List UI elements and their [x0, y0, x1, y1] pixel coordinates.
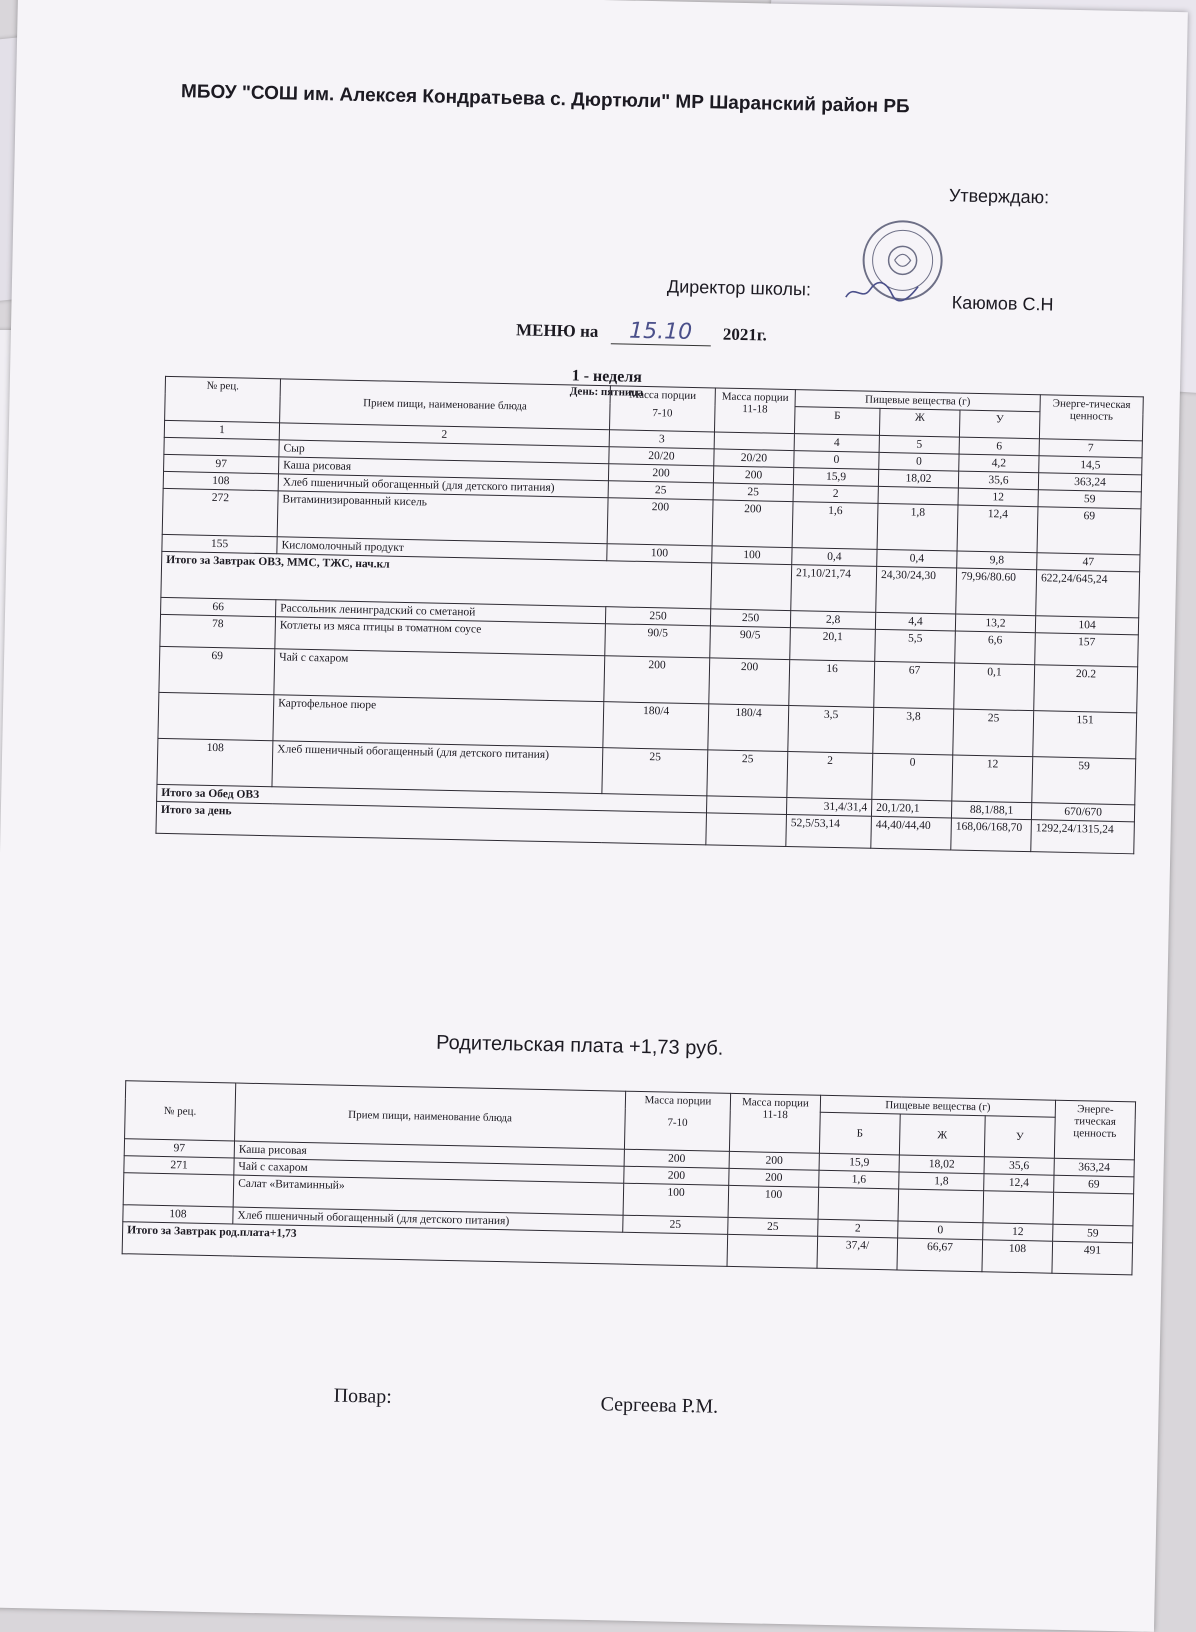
rec-cell: 69 [159, 646, 275, 694]
rec-cell [158, 692, 274, 740]
u-total-cell: 79,96/80.60 [956, 568, 1037, 616]
energy-cell: 69 [1037, 507, 1141, 555]
u-cell: 35,6 [958, 471, 1038, 490]
b-cell: 1,6 [819, 1170, 899, 1189]
mass-cell: 90/5 [710, 626, 791, 660]
u-cell: 6,6 [955, 631, 1036, 665]
dish-name-cell: Хлеб пшеничный обогащенный (для детского питания) [278, 474, 608, 498]
rec-cell: 108 [163, 471, 278, 490]
table-header-row [165, 376, 1143, 413]
rec-cell [123, 1173, 234, 1207]
mass-age: 7-10 [667, 1116, 688, 1130]
dish-name-cell: Чай с сахаром [234, 1158, 624, 1183]
rec-cell: 97 [124, 1139, 234, 1158]
zh-cell: 0 [879, 452, 959, 471]
mass-cell: 100 [623, 1183, 729, 1217]
nutrients-header: Пищевые вещества (г) [820, 1095, 1055, 1117]
u-cell: 4,2 [959, 454, 1039, 473]
u-cell [983, 1191, 1054, 1224]
mass-cell: 100 [607, 544, 712, 563]
mass-cell: 100 [712, 546, 792, 565]
zh-cell: 67 [874, 661, 955, 709]
b-cell: 16 [789, 660, 875, 708]
mass-cell: 25 [707, 750, 788, 798]
zh-cell [878, 486, 958, 505]
rec-cell: 78 [160, 614, 276, 648]
energy-cell: 59 [1038, 490, 1141, 509]
dish-name-cell: Каша рисовая [279, 457, 609, 481]
u-cell: 12 [952, 755, 1033, 803]
empty-cell [706, 796, 786, 815]
index-cell: 5 [879, 435, 959, 454]
energy-cell: 59 [1053, 1224, 1133, 1243]
director-name: Каюмов С.Н [951, 292, 1054, 315]
rec-cell: 108 [123, 1205, 233, 1224]
energy-total-cell: 622,24/645,24 [1036, 570, 1140, 618]
b-cell: 2 [787, 752, 873, 800]
energy-cell: 59 [1032, 757, 1136, 805]
mass-cell: 25 [608, 481, 713, 500]
b-total-cell: 31,4/31,4 [786, 798, 871, 817]
dish-name-cell: Каша рисовая [234, 1141, 624, 1166]
mass-cell: 200 [709, 658, 790, 706]
director-label: Директор школы: [666, 276, 812, 300]
energy-cell: 47 [1037, 553, 1140, 572]
b-cell [818, 1187, 899, 1221]
dish-name-cell: Хлеб пшеничный обогащенный (для детского питания) [272, 741, 603, 794]
cook-name: Сергеева Р.М. [600, 1393, 719, 1418]
parent-fee-label: Родительская плата +1,73 руб. [435, 1031, 724, 1060]
b-cell: 0 [794, 451, 879, 470]
mass-label: Масса порции [629, 388, 697, 403]
b-cell: 15,9 [793, 468, 878, 487]
b-total-cell: 52,5/53,14 [786, 815, 872, 849]
rec-cell: 272 [162, 488, 278, 536]
mass-cell: 180/4 [708, 704, 789, 752]
day-label: День: пятница [569, 385, 644, 399]
approve-label: Утверждаю: [948, 185, 1050, 208]
energy-cell [1053, 1192, 1134, 1226]
signature-icon [842, 275, 923, 307]
dish-name-cell: Картофельное пюре [273, 695, 604, 748]
b-cell: 3,5 [788, 706, 874, 754]
index-cell: 7 [1039, 439, 1142, 458]
table-header-row [125, 1081, 1135, 1119]
mass-cell: 200 [713, 466, 793, 485]
u-cell: 12,4 [984, 1174, 1054, 1192]
mass-cell: 100 [728, 1185, 819, 1219]
breakfast-total-label: Итого за Завтрак ОВЗ, ММС, ТЖС, нач.кл [161, 551, 712, 609]
mass-cell: 25 [602, 748, 708, 796]
menu-year: 2021г. [722, 324, 768, 345]
col-energy-header: Энерге-тическая ценность [1054, 1100, 1135, 1160]
energy-cell: 363,24 [1038, 473, 1141, 492]
lunch-total-label: Итого за Обед ОВЗ [157, 784, 707, 813]
dish-name-cell: Рассольник ленинградский со сметаной [276, 600, 606, 624]
index-cell: 1 [164, 420, 279, 439]
mass-cell: 20/20 [714, 449, 794, 468]
menu-date: 15.10 [610, 318, 711, 346]
index-cell [714, 432, 794, 451]
mass-cell: 200 [624, 1166, 729, 1185]
cook-label: Повар: [333, 1384, 392, 1408]
index-cell: 3 [609, 430, 714, 449]
dish-name-cell: Сыр [279, 440, 609, 464]
energy-total-cell: 670/670 [1031, 803, 1134, 822]
zh-cell: 0 [872, 753, 953, 801]
b-cell: 2,8 [790, 611, 875, 630]
mass-cell: 25 [728, 1217, 818, 1236]
empty-cell [711, 563, 792, 611]
col-mass-7-10-header [624, 1091, 730, 1151]
zh-total-cell: 20,1/20,1 [871, 799, 951, 818]
school-title: МБОУ "СОШ им. Алексея Кондратьева с. Дюртюли" МР Шаранский район РБ [180, 81, 910, 118]
index-cell: 4 [794, 434, 879, 453]
zh-cell: 1,8 [899, 1172, 984, 1191]
u-cell: 12,4 [957, 505, 1038, 553]
dish-name-cell: Котлеты из мяса птицы в томатном соусе [275, 617, 606, 656]
energy-cell: 69 [1054, 1175, 1134, 1194]
dish-name-cell: Хлеб пшеничный обогащенный (для детского питания) [233, 1207, 623, 1232]
menu-title [516, 316, 767, 347]
zh-cell [898, 1189, 984, 1223]
col-rec-header: № рец. [125, 1081, 236, 1141]
zh-cell: 18,02 [878, 469, 958, 488]
zh-cell: 3,8 [873, 707, 954, 755]
nutrients-header: Пищевые вещества (г) [795, 390, 1040, 412]
u-cell: 9,8 [957, 551, 1037, 570]
zh-cell: 1,8 [877, 503, 958, 551]
b-cell: 2 [818, 1219, 898, 1238]
col-mass-11-18-header: Масса порции 11-18 [729, 1093, 820, 1153]
zh-cell: 4,4 [875, 612, 955, 631]
col-mass-11-18-header: Масса порции 11-18 [714, 388, 795, 434]
energy-total-cell: 1292,24/1315,24 [1031, 820, 1135, 854]
rec-cell: 97 [164, 454, 279, 473]
mass-cell: 200 [729, 1168, 819, 1187]
energy-total-cell: 491 [1052, 1241, 1133, 1275]
energy-cell: 14,5 [1039, 456, 1142, 475]
u-total-cell: 88,1/88,1 [951, 801, 1031, 820]
zh-total-cell: 44,40/44,40 [871, 816, 952, 850]
col-name-header: Прием пищи, наименование блюда [235, 1083, 626, 1149]
rec-cell: 155 [162, 534, 277, 553]
b-cell: 20,1 [790, 628, 876, 662]
b-total-cell: 37,4/ [817, 1236, 898, 1270]
mass-label: Масса порции [644, 1094, 712, 1108]
index-cell: 2 [279, 423, 609, 447]
mass-cell: 200 [729, 1151, 819, 1170]
empty-cell [727, 1234, 818, 1268]
zh-cell: 0 [898, 1221, 983, 1240]
col-b-header: Б [819, 1112, 900, 1155]
rec-cell: 66 [161, 597, 276, 616]
energy-cell: 20.2 [1034, 665, 1138, 713]
mass-cell: 200 [624, 1149, 729, 1168]
u-cell: 12 [958, 488, 1038, 507]
zh-total-cell: 66,67 [897, 1238, 983, 1272]
mass-cell: 200 [608, 464, 713, 483]
u-total-cell: 168,06/168,70 [951, 818, 1032, 852]
mass-cell: 250 [710, 609, 790, 628]
col-u-header: У [984, 1116, 1055, 1158]
col-zh-header: Ж [879, 408, 960, 437]
b-total-cell: 21,10/21,74 [791, 565, 877, 613]
mass-cell: 90/5 [605, 624, 711, 658]
mass-cell: 200 [712, 500, 793, 548]
col-u-header: У [959, 410, 1040, 439]
col-b-header: Б [794, 407, 880, 436]
mass-age: 7-10 [652, 407, 673, 420]
week-label: 1 - неделя [571, 367, 643, 386]
col-name-header: Прием пищи, наименование блюда [280, 379, 611, 430]
dish-name-cell: Чай с сахаром [274, 649, 605, 702]
index-cell: 6 [959, 437, 1039, 456]
dish-name-cell: Кисломолочный продукт [277, 537, 607, 561]
day-total-label: Итого за день [156, 801, 707, 845]
rec-cell: 271 [124, 1156, 234, 1175]
zh-cell: 18,02 [899, 1155, 984, 1174]
mass-cell: 25 [623, 1215, 728, 1234]
col-rec-header: № рец. [165, 376, 281, 422]
mass-cell: 25 [713, 483, 793, 502]
u-cell: 25 [953, 709, 1034, 757]
col-mass-7-10-header [610, 386, 716, 432]
u-cell: 13,2 [955, 614, 1035, 633]
mass-cell: 200 [607, 498, 713, 546]
u-cell: 12 [983, 1223, 1053, 1241]
u-total-cell: 108 [982, 1240, 1053, 1273]
energy-cell: 157 [1035, 633, 1139, 667]
mass-cell: 250 [605, 607, 710, 626]
energy-cell: 104 [1035, 616, 1138, 635]
b-cell: 0,4 [792, 548, 877, 567]
empty-cell [706, 813, 787, 847]
energy-cell: 151 [1033, 711, 1137, 759]
mass-cell: 200 [604, 656, 710, 704]
zh-cell: 0,4 [877, 549, 957, 568]
dish-name-cell: Витаминизированный кисель [277, 491, 608, 544]
menu-table-paid [122, 1080, 1136, 1275]
paid-total-label: Итого за Завтрак род.плата+1,73 [122, 1222, 728, 1267]
zh-cell: 5,5 [875, 629, 956, 663]
zh-total-cell: 24,30/24,30 [876, 566, 957, 614]
menu-table-main [155, 376, 1143, 854]
b-cell: 15,9 [819, 1153, 899, 1172]
b-cell: 2 [793, 485, 878, 504]
u-cell: 35,6 [984, 1157, 1054, 1175]
dish-name-cell: Салат «Витаминный» [233, 1175, 624, 1215]
b-cell: 1,6 [792, 502, 878, 550]
rec-cell: 108 [157, 738, 273, 786]
u-cell: 0,1 [954, 663, 1035, 711]
mass-cell: 20/20 [609, 447, 714, 466]
mass-cell: 180/4 [603, 702, 709, 750]
col-energy-header: Энерге-тическая ценность [1039, 395, 1143, 441]
col-zh-header: Ж [899, 1114, 985, 1157]
energy-cell: 363,24 [1054, 1158, 1134, 1177]
menu-prefix: МЕНЮ на [515, 320, 599, 341]
